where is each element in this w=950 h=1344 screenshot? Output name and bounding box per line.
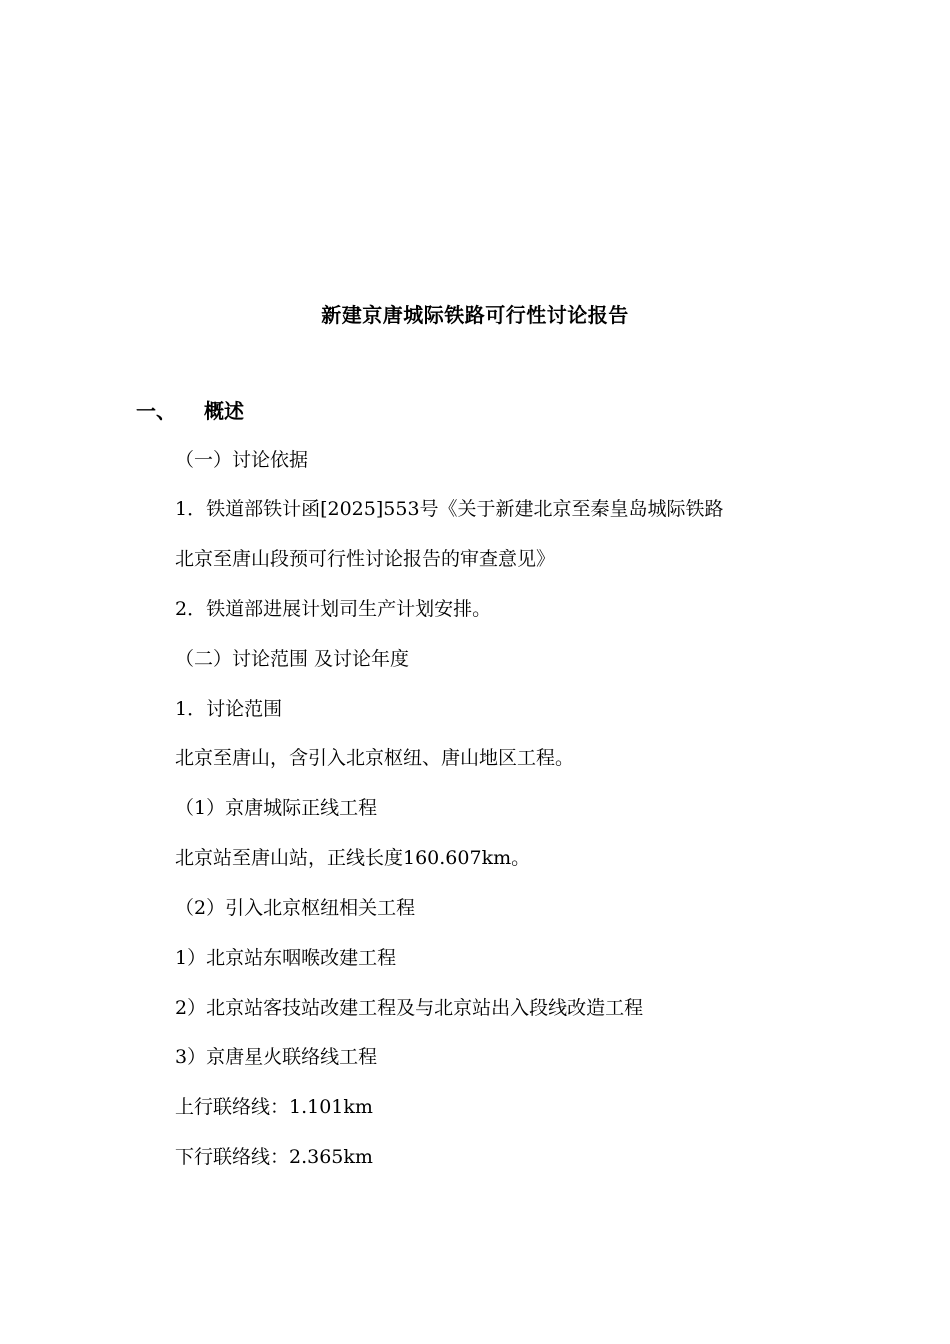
basis-item-2: 2．铁道部进展计划司生产计划安排。	[175, 598, 492, 620]
section-heading	[136, 396, 244, 426]
downlink-length: 下行联络线：2.365km	[175, 1146, 373, 1168]
scope-text: 北京至唐山，含引入北京枢纽、唐山地区工程。	[175, 747, 575, 769]
uplink-length: 上行联络线：1.101km	[175, 1096, 373, 1118]
scope-sub-item-1: 1）北京站东咽喉改建工程	[175, 947, 397, 969]
scope-item-1: （1）京唐城际正线工程	[175, 797, 378, 819]
subsection-scope: （二）讨论范围 及讨论年度	[175, 648, 410, 670]
section-number: 一、	[136, 399, 176, 423]
basis-item-1: 1．铁道部铁计函[2025]553号《关于新建北京至秦皇岛城际铁路	[175, 498, 724, 520]
scope-sub-item-3: 3）京唐星火联络线工程	[175, 1046, 378, 1068]
scope-item-1-text: 北京站至唐山站，正线长度160.607km。	[175, 847, 531, 869]
scope-sub-item-2: 2）北京站客技站改建工程及与北京站出入段线改造工程	[175, 997, 644, 1019]
document-title: 新建京唐城际铁路可行性讨论报告	[321, 303, 629, 327]
scope-heading: 1．讨论范围	[175, 698, 283, 720]
scope-item-2: （2）引入北京枢纽相关工程	[175, 897, 416, 919]
section-title: 概述	[204, 399, 244, 423]
subsection-basis: （一）讨论依据	[175, 449, 309, 471]
basis-item-1-cont: 北京至唐山段预可行性讨论报告的审查意见》	[175, 548, 556, 570]
